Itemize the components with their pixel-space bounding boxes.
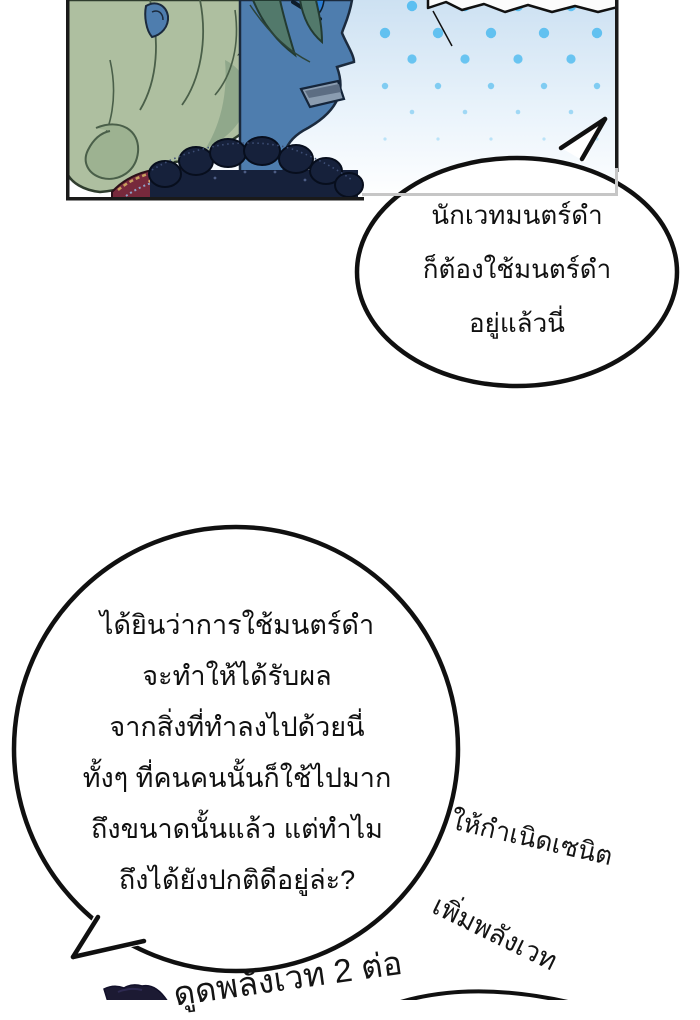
polka-dot <box>594 83 600 89</box>
polka-dot <box>569 110 574 115</box>
polka-dot <box>435 83 441 89</box>
bubble2-line: ได้ยินว่าการใช้มนตร์ดำ <box>99 610 375 640</box>
polka-dot <box>488 83 494 89</box>
bubble1-line: อยู่แล้วนี่ <box>469 308 565 338</box>
polka-dot <box>382 83 388 89</box>
polka-dot <box>433 28 443 38</box>
polka-dot <box>542 137 545 140</box>
panel-border-right <box>615 0 619 172</box>
bubble2-line: ถึงขนาดนั้นแล้ว แต่ทำไม <box>91 814 383 844</box>
handwritten-note-mana: เพิ่มพลังเวท <box>427 890 562 977</box>
polka-dot <box>516 110 521 115</box>
bubble2-line: จากสิ่งที่ทำลงไปด้วยนี่ <box>109 712 365 742</box>
handwritten-note-zenith: ให้กำเนิดเซนิต <box>448 804 616 872</box>
bubble2-line: ถึงได้ยังปกติดีอยู่ล่ะ? <box>118 865 356 895</box>
polka-dot <box>380 28 390 38</box>
handwritten-note-bottom-cutoff: ดูดพลังเวท 2 ต่อ <box>171 943 405 1013</box>
polka-dot <box>539 28 549 38</box>
character-profile <box>68 0 363 200</box>
polka-dot <box>513 54 522 63</box>
polka-dot <box>436 137 439 140</box>
polka-dot <box>463 110 468 115</box>
bubble1-line: นักเวทมนตร์ดำ <box>431 200 603 230</box>
speech-bubble-1-text <box>372 188 662 350</box>
polka-dot <box>566 54 575 63</box>
speech-bubble-2-text <box>22 600 452 906</box>
partial-bubble-bottom <box>388 991 568 1000</box>
character-head-peek <box>104 985 168 1000</box>
polka-dot <box>592 28 602 38</box>
bubble2-line: ทั้งๆ ที่คนคนนั้นก็ใช้ไปมาก <box>82 763 392 793</box>
polka-dot <box>460 54 469 63</box>
bubble2-line: จะทำให้ได้รับผล <box>142 661 332 691</box>
polka-dot <box>407 54 416 63</box>
polka-dot <box>410 110 415 115</box>
bubble1-line: ก็ต้องใช้มนตร์ดำ <box>422 254 612 284</box>
polka-dot <box>489 137 492 140</box>
panel-border-left <box>66 0 70 200</box>
polka-dot <box>383 137 386 140</box>
polka-dot <box>541 83 547 89</box>
polka-dot <box>486 28 496 38</box>
panel-border-bottom <box>66 197 364 201</box>
polka-dot <box>407 1 417 11</box>
